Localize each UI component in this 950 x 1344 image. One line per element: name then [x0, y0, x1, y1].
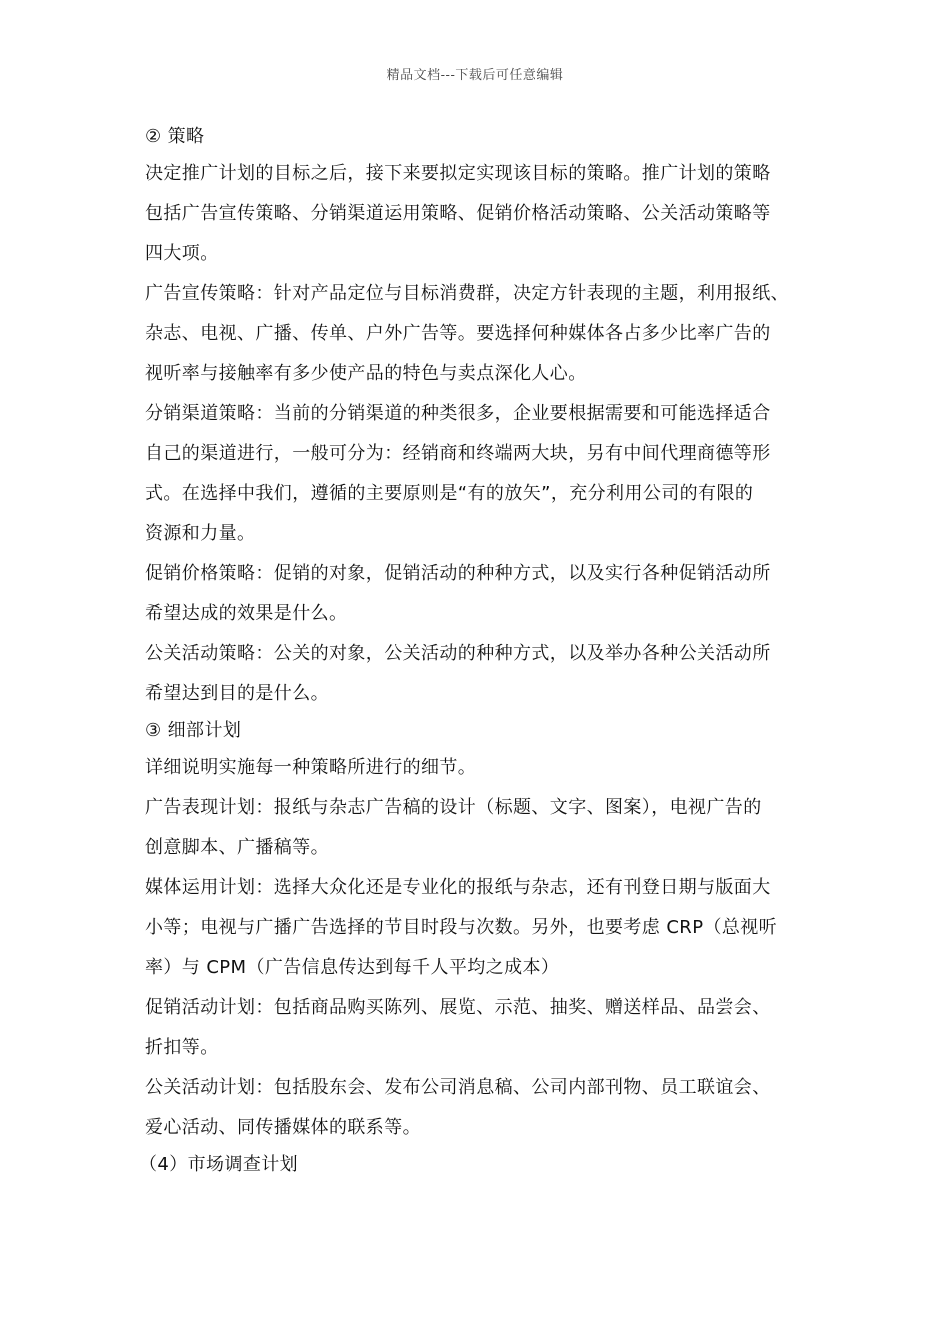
paragraph-line: 希望达到目的是什么。 [145, 683, 329, 704]
paragraph-line: 分销渠道策略：当前的分销渠道的种类很多，企业要根据需要和可能选择适合 [145, 403, 771, 424]
paragraph-line: 爱心活动、同传播媒体的联系等。 [145, 1117, 421, 1138]
paragraph-line: 创意脚本、广播稿等。 [145, 837, 329, 858]
paragraph-line: 杂志、电视、广播、传单、户外广告等。要选择何种媒体各占多少比率广告的 [145, 323, 771, 344]
paragraph-line: 四大项。 [145, 243, 219, 264]
paragraph-line: 媒体运用计划：选择大众化还是专业化的报纸与杂志，还有刊登日期与版面大 [145, 877, 771, 898]
paragraph-line: 详细说明实施每一种策略所进行的细节。 [145, 757, 477, 778]
paragraph-line: 公关活动策略：公关的对象，公关活动的种种方式，以及举办各种公关活动所 [145, 643, 771, 664]
section-heading-strategy: ② 策略 [145, 126, 205, 147]
paragraph-line: 折扣等。 [145, 1037, 219, 1058]
page-header: 精品文档---下载后可任意编辑 [386, 68, 564, 83]
paragraph-line: 公关活动计划：包括股东会、发布公司消息稿、公司内部刊物、员工联谊会、 [145, 1077, 771, 1098]
paragraph-line: 式。在选择中我们，遵循的主要原则是“有的放矢”，充分利用公司的有限的 [145, 483, 754, 504]
paragraph-line: 广告表现计划：报纸与杂志广告稿的设计（标题、文字、图案），电视广告的 [145, 797, 762, 818]
paragraph-line: 自己的渠道进行，一般可分为：经销商和终端两大块，另有中间代理商德等形 [145, 443, 771, 464]
section-heading-detail-plan: ③ 细部计划 [145, 720, 242, 741]
paragraph-line: 率）与 CPM（广告信息传达到每千人平均之成本） [145, 957, 560, 978]
paragraph-line: 广告宣传策略：针对产品定位与目标消费群，决定方针表现的主题，利用报纸、 [145, 283, 789, 304]
paragraph-line: 决定推广计划的目标之后，接下来要拟定实现该目标的策略。推广计划的策略 [145, 163, 771, 184]
paragraph-line: 促销活动计划：包括商品购买陈列、展览、示范、抽奖、赠送样品、品尝会、 [145, 997, 771, 1018]
paragraph-line: 希望达成的效果是什么。 [145, 603, 348, 624]
paragraph-line: 包括广告宣传策略、分销渠道运用策略、促销价格活动策略、公关活动策略等 [145, 203, 771, 224]
section-heading-market-research: （4）市场调查计划 [139, 1154, 299, 1175]
paragraph-line: 资源和力量。 [145, 523, 256, 544]
paragraph-line: 促销价格策略：促销的对象，促销活动的种种方式，以及实行各种促销活动所 [145, 563, 771, 584]
paragraph-line: 小等；电视与广播广告选择的节目时段与次数。另外，也要考虑 CRP（总视听 [145, 917, 778, 938]
paragraph-line: 视听率与接触率有多少使产品的特色与卖点深化人心。 [145, 363, 587, 384]
document-body [139, 120, 815, 1182]
